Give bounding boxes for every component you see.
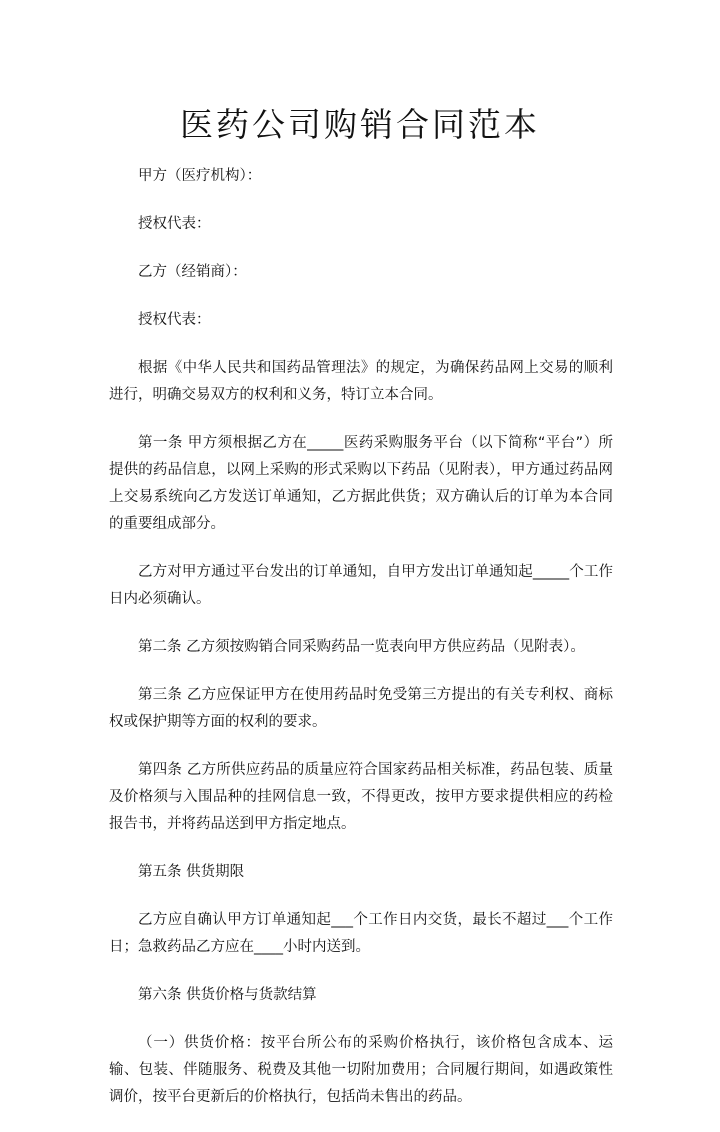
preamble-paragraph: 根据《中华人民共和国药品管理法》的规定，为确保药品网上交易的顺利进行，明确交易双方的权利和义务，特订立本合同。 [109,360,613,403]
order-confirmation-paragraph: 乙方对甲方通过平台发出的订单通知，自甲方发出订单通知起_____个工作日内必须确认。 [109,564,613,607]
article-4-paragraph: 第四条 乙方所供应药品的质量应符合国家药品相关标准，药品包装、质量及价格须与入围品种的挂网信息一致，不得更改，按甲方要求提供相应的药检报告书，并将药品送到甲方指定地点。 [109,762,613,832]
delivery-term-paragraph: 乙方应自确认甲方订单通知起___个工作日内交货，最长不超过___个工作日；急救药品乙方应在____小时内送到。 [109,912,613,955]
supply-price-paragraph: （一）供货价格：按平台所公布的采购价格执行，该价格包含成本、运输、包装、伴随服务、税费及其他一切附加费用；合同履行期间，如遇政策性调价，按平台更新后的价格执行，包括尚未售出的药品。 [109,1035,613,1105]
article-2-paragraph: 第二条 乙方须按购销合同采购药品一览表向甲方供应药品（见附表）。 [138,639,585,655]
party-a-line: 甲方（医疗机构）： [138,168,262,184]
party-b-line: 乙方（经销商）： [138,264,247,280]
party-b-representative-line: 授权代表： [138,312,211,328]
article-5-heading: 第五条 供货期限 [138,864,245,880]
document-title: 医药公司购销合同范本 [180,105,540,144]
document-body [109,163,613,1132]
article-3-paragraph: 第三条 乙方应保证甲方在使用药品时免受第三方提出的有关专利权、商标权或保护期等方面的权利的要求。 [109,687,613,730]
article-6-heading: 第六条 供货价格与货款结算 [138,987,317,1003]
party-a-representative-line: 授权代表： [138,216,211,232]
article-1-paragraph: 第一条 甲方须根据乙方在_____医药采购服务平台（以下简称“平台”）所提供的药品信息，以网上采购的形式采购以下药品（见附表），甲方通过药品网上交易系统向乙方发送订单通知，乙方据此供货；双方确认后的订单为本合同的重要组成部分。 [109,435,613,532]
